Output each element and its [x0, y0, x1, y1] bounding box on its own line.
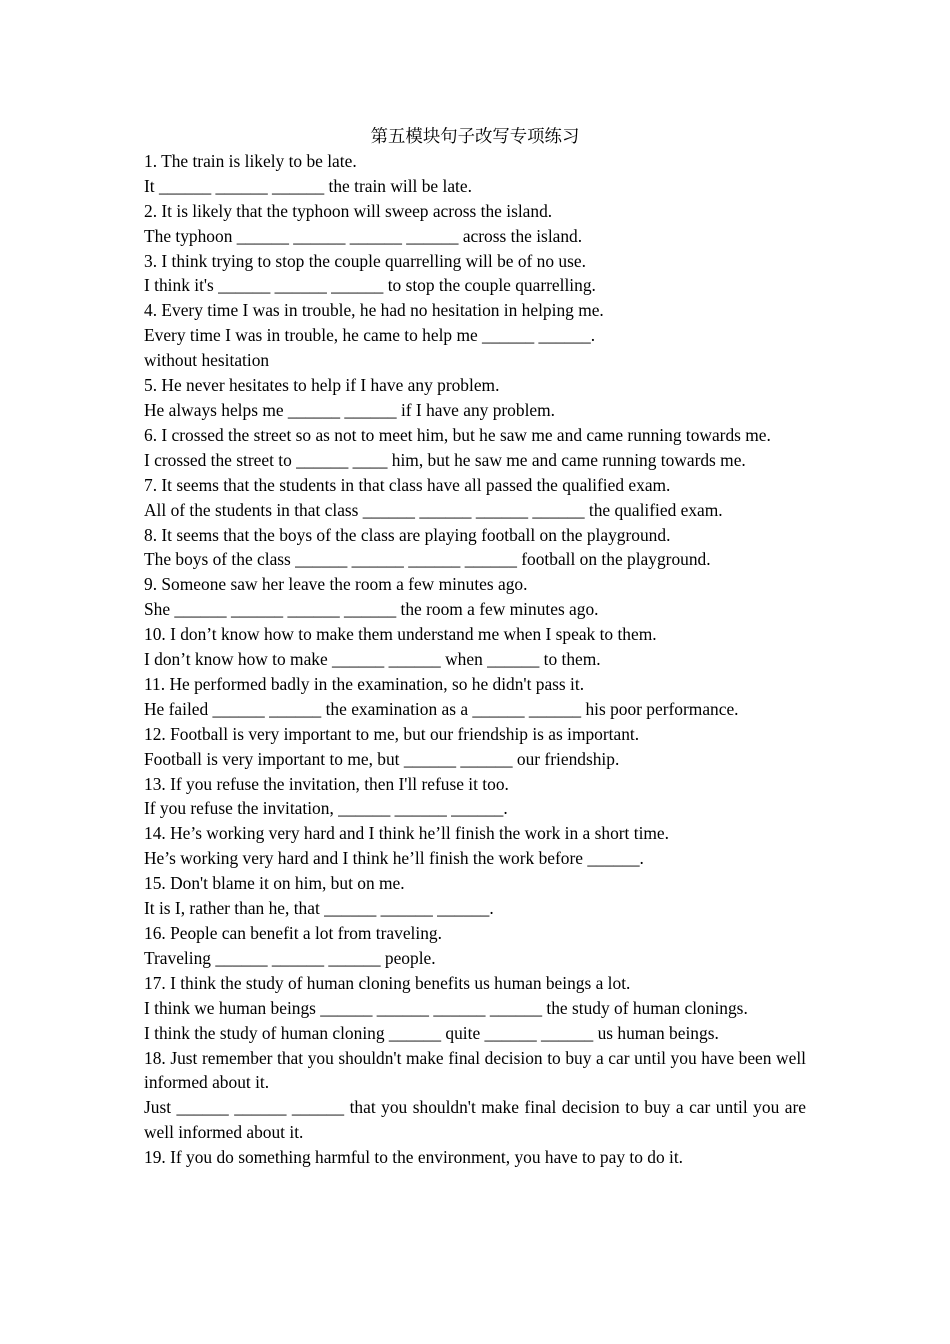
q2-rewrite: The typhoon ______ ______ ______ ______ across the island.	[144, 225, 583, 246]
q4-rewrite: Every time I was in trouble, he came to help me ______ ______.	[144, 325, 596, 346]
q8-original: 8. It seems that the boys of the class are playing football on the playground.	[144, 524, 671, 545]
q13-rewrite: If you refuse the invitation, ______ ______ ______.	[144, 798, 508, 819]
q6-rewrite: I crossed the street to ______ ____ him, but he saw me and came running towards me.	[144, 449, 746, 470]
q17-original: 17. I think the study of human cloning benefits us human beings a lot.	[144, 972, 631, 993]
q15-rewrite: It is I, rather than he, that ______ ______ ______.	[144, 898, 494, 919]
q16-rewrite: Traveling ______ ______ ______ people.	[144, 947, 436, 968]
q18-original: 18. Just remember that you shouldn't make final decision to buy a car until you have been well informed about it.	[144, 1047, 806, 1093]
q4-original: 4. Every time I was in trouble, he had no hesitation in helping me.	[144, 300, 604, 321]
q9-original: 9. Someone saw her leave the room a few minutes ago.	[144, 574, 528, 595]
q2-original: 2. It is likely that the typhoon will sweep across the island.	[144, 200, 553, 221]
q12-rewrite: Football is very important to me, but ______ ______ our friendship.	[144, 748, 620, 769]
q5-rewrite: He always helps me ______ ______ if I have any problem.	[144, 399, 555, 420]
q17-rewrite-a: I think we human beings ______ ______ ______ ______ the study of human clonings.	[144, 997, 748, 1018]
q14-original: 14. He’s working very hard and I think he’ll finish the work in a short time.	[144, 823, 669, 844]
q3-original: 3. I think trying to stop the couple quarrelling will be of no use.	[144, 250, 586, 271]
q19-original: 19. If you do something harmful to the environment, you have to pay to do it.	[144, 1147, 684, 1168]
q15-original: 15. Don't blame it on him, but on me.	[144, 873, 405, 894]
q5-original: 5. He never hesitates to help if I have any problem.	[144, 375, 500, 396]
worksheet-page	[144, 124, 806, 1170]
q7-original: 7. It seems that the students in that class have all passed the qualified exam.	[144, 474, 671, 495]
q1-rewrite: It ______ ______ ______ the train will be late.	[144, 175, 472, 196]
q3-rewrite: I think it's ______ ______ ______ to stop the couple quarrelling.	[144, 275, 596, 296]
q10-original: 10. I don’t know how to make them understand me when I speak to them.	[144, 624, 657, 645]
q16-original: 16. People can benefit a lot from traveling.	[144, 923, 442, 943]
q17-rewrite-b: I think the study of human cloning ______ quite ______ ______ us human beings.	[144, 1022, 719, 1043]
q1-original: 1. The train is likely to be late.	[144, 150, 357, 171]
q4-answer-hint: without hesitation	[144, 350, 270, 371]
q7-rewrite: All of the students in that class ______ ______ ______ ______ the qualified exam.	[144, 499, 723, 520]
q14-rewrite: He’s working very hard and I think he’ll finish the work before ______.	[144, 848, 644, 869]
q13-original: 13. If you refuse the invitation, then I'll refuse it too.	[144, 773, 509, 794]
q8-rewrite: The boys of the class ______ ______ ______ ______ football on the playground.	[144, 549, 711, 570]
q6-original: 6. I crossed the street so as not to meet him, but he saw me and came running towards me.	[144, 424, 771, 445]
worksheet-title: 第五模块句子改写专项练习	[370, 126, 580, 146]
q10-rewrite: I don’t know how to make ______ ______ when ______ to them.	[144, 649, 601, 670]
q11-original: 11. He performed badly in the examination, so he didn't pass it.	[144, 673, 585, 694]
q9-rewrite: She ______ ______ ______ ______ the room a few minutes ago.	[144, 599, 599, 620]
q18-rewrite: Just ______ ______ ______ that you shouldn't make final decision to buy a car until you are well informed about it.	[144, 1097, 806, 1143]
q11-rewrite: He failed ______ ______ the examination as a ______ ______ his poor performance.	[144, 698, 739, 719]
q12-original: 12. Football is very important to me, but our friendship is as important.	[144, 723, 640, 744]
